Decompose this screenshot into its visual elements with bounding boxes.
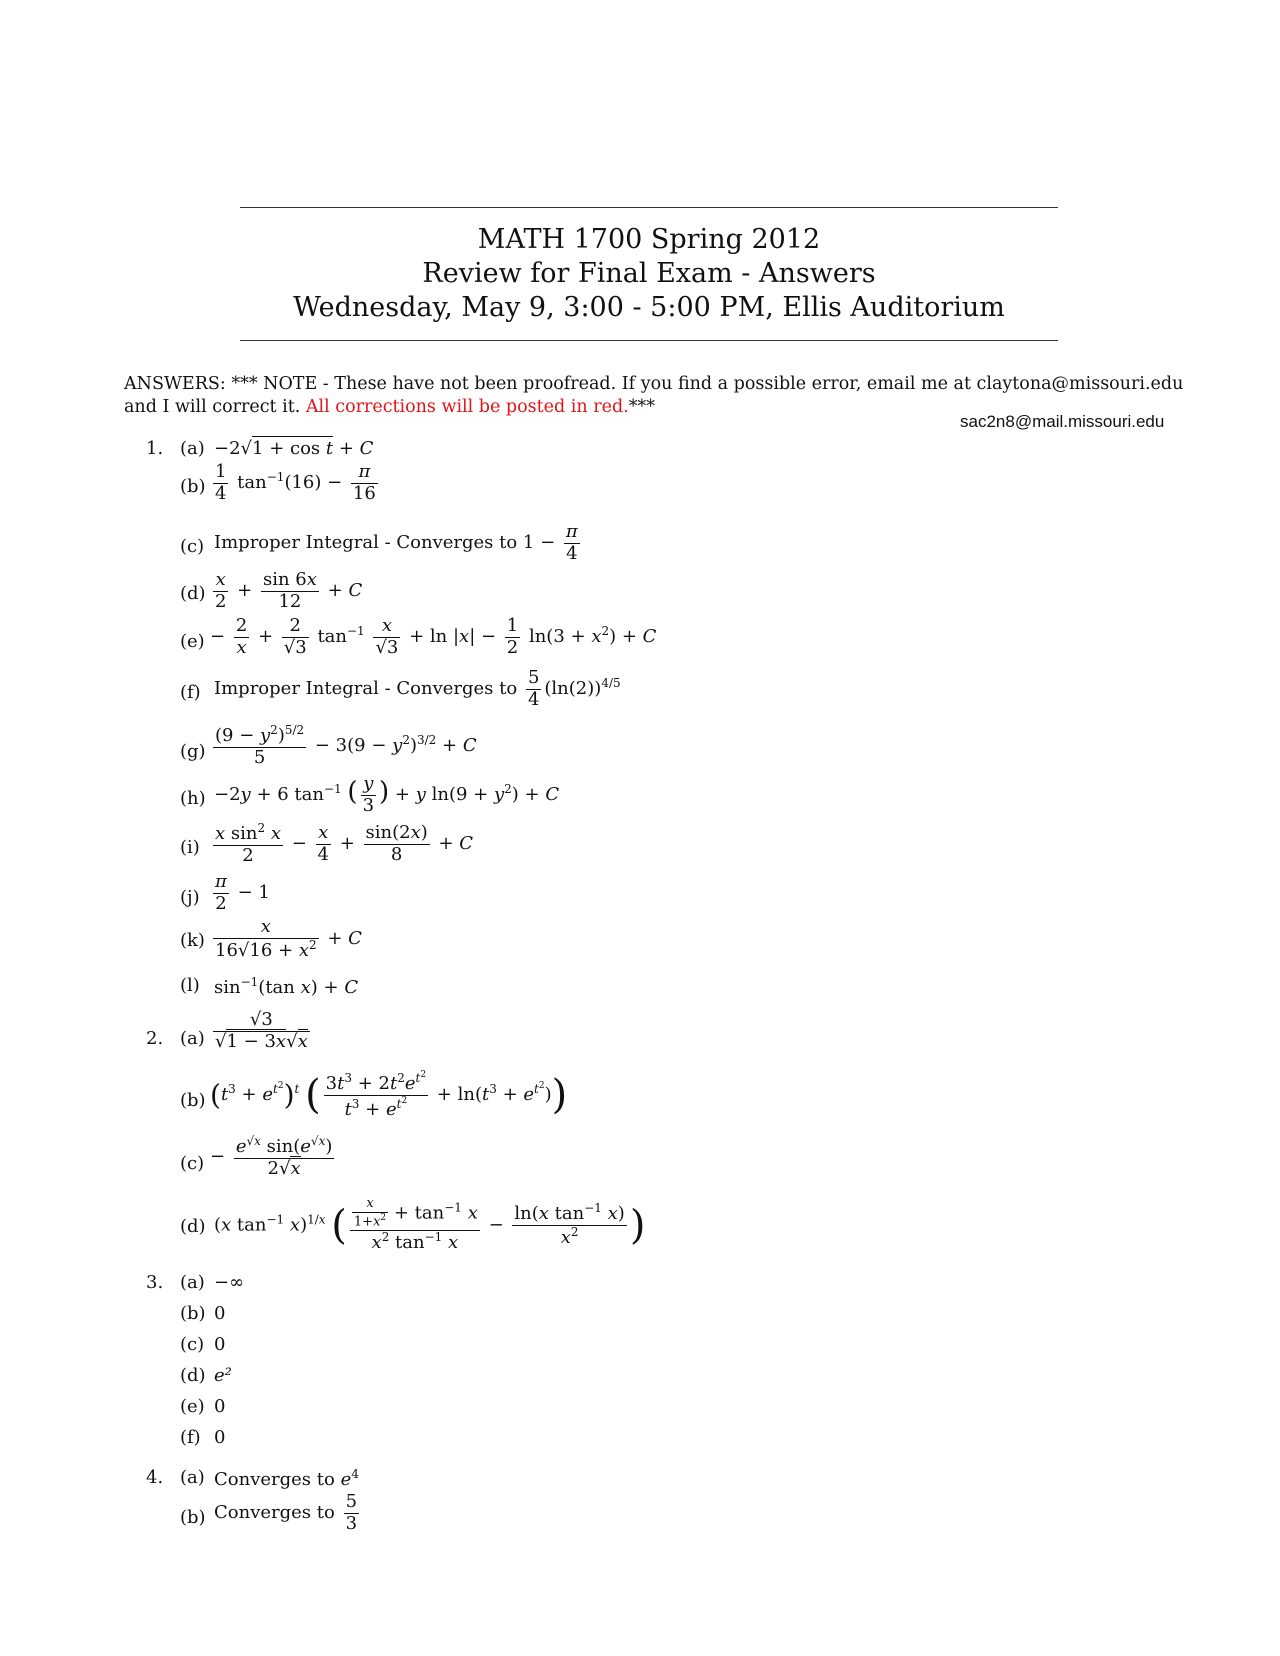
title-line-1: MATH 1700 Spring 2012 [477, 224, 821, 255]
label-2d: (d) [180, 1216, 206, 1237]
answer-2d: (x $\tan^{-1} x)^{1/x}$ ( $\frac{x}{1+x^2}$ + $\tan^{-1} x$ $x^2$ $\tan^{-1} x$ − $\frac{\ln(x \tan^{-1} x)}{x^2}$ ) [214, 1196, 646, 1254]
label-1i: (i) [180, 837, 200, 858]
title-line-2: Review for Final Exam - Answers [422, 258, 876, 289]
label-4b: (b) [180, 1507, 206, 1528]
label-3a: (a) [180, 1272, 205, 1293]
answer-1e: − $\frac{2}{x}$ + $\frac{2}{√3}$ $\tan^{-1}$ $\frac{x}{√3}$ + ln |x| − $\frac{1}{2}$ $\ln(3 + x^2) + C$ [210, 615, 657, 658]
answer-1i: $\frac{x \sin^2 x}{2}$ − $\frac{x}{4}$ + $\frac{\sin(2x)}{8}$ + C [215, 821, 474, 866]
answer-3f: 0 [214, 1427, 226, 1448]
answer-4b-text: Converges to [214, 1502, 335, 1524]
answer-1c-text: Improper Integral - Converges to 1 − [214, 532, 556, 554]
answer-1b: $\frac{1}{4}$ $\tan^{-1}(16)$ − $\frac{\pi}{16}$ [215, 461, 376, 504]
label-1k: (k) [180, 930, 205, 951]
answer-3b: 0 [214, 1303, 226, 1324]
secondary-email: sac2n8@mail.missouri.edu [960, 412, 1165, 431]
label-3f: (f) [180, 1427, 201, 1448]
bottom-rule [240, 340, 1058, 341]
label-3e: (e) [180, 1396, 205, 1417]
label-1l: (l) [180, 975, 200, 996]
label-1g: (g) [180, 741, 206, 762]
answer-3e: 0 [214, 1396, 226, 1417]
label-2a: (a) [180, 1028, 205, 1049]
answer-3a: −∞ [214, 1272, 245, 1293]
answer-4b: Converges to $\frac{5}{3}$ [214, 1491, 358, 1534]
label-2b: (b) [180, 1090, 206, 1111]
label-1j: (j) [180, 887, 200, 908]
note-stars: *** [628, 397, 655, 417]
label-4a: (a) [180, 1467, 205, 1488]
label-1a: (a) [180, 438, 205, 459]
corrections-note: All corrections will be posted in red. [305, 397, 629, 417]
answer-1l: $\sin^{-1}(\tan$ x) + C [214, 975, 359, 998]
note-text: and I will correct it. [124, 397, 301, 417]
answer-1f-text: Improper Integral - Converges to [214, 678, 518, 700]
answer-2a: $\frac{√3}{√1 - 3x√x}$ [215, 1009, 308, 1052]
label-3d: (d) [180, 1365, 206, 1386]
answer-1h: −2y + 6 $\tan^{-1}$ ( $\frac{y}{3}$ ) + y $\ln(9 + y^2) + C$ [214, 773, 560, 816]
note-line-1: ANSWERS: *** NOTE - These have not been proofread. If you find a possible error, email me at claytona@missouri.edu [124, 374, 1184, 394]
note-line-2 [124, 397, 655, 417]
label-1d: (d) [180, 583, 206, 604]
label-1e: (e) [180, 631, 205, 652]
answer-3c: 0 [214, 1334, 226, 1355]
answer-4a: Converges to $e^4$ [214, 1467, 359, 1490]
answer-2b: $(t^3 + e^{t^2})^t$ ( $\frac{3t^3 + 2t^2e^{t^2}}{t^3 + e^{t^2}}$ + $\ln(t^3 + e^{t^2})$) [210, 1070, 568, 1120]
label-1h: (h) [180, 788, 206, 809]
answer-1k: $\frac{x}{16√16 + x^2}$ + C [215, 916, 362, 961]
answer-3d: e² [214, 1365, 232, 1386]
label-1f: (f) [180, 682, 201, 703]
answer-1d: $\frac{x}{2}$ + $\frac{\sin 6x}{12}$ + C [215, 569, 363, 612]
title-line-3: Wednesday, May 9, 3:00 - 5:00 PM, Ellis Auditorium [293, 292, 1005, 323]
problem-number-2: 2. [146, 1028, 164, 1049]
label-1b: (b) [180, 476, 206, 497]
label-1c: (c) [180, 536, 205, 557]
answer-1j: $\frac{\pi}{2}$ − 1 [215, 871, 270, 914]
problem-number-3: 3. [146, 1272, 164, 1293]
label-3b: (b) [180, 1303, 206, 1324]
answer-1g: $\frac{(9 - y^2)^{5/2}}{5}$ − $3(9 - y^2)^{3/2} + C$ [215, 723, 477, 768]
label-3c: (c) [180, 1334, 205, 1355]
problem-number-4: 4. [146, 1467, 164, 1488]
answer-1a: −2√1 + cos t + C [214, 438, 374, 459]
answer-1c: Improper Integral - Converges to 1 − $\frac{\pi}{4}$ [214, 521, 578, 564]
label-2c: (c) [180, 1153, 205, 1174]
problem-number-1: 1. [146, 438, 164, 459]
answer-2c: − $\frac{e^{√x} \sin(e^{√x})}{2√x}$ [210, 1134, 333, 1179]
answer-4a-text: Converges to [214, 1469, 335, 1490]
answer-1f: Improper Integral - Converges to $\frac{5}{4}$ $(\ln(2))^{4/5}$ [214, 667, 621, 710]
top-rule [240, 207, 1058, 208]
